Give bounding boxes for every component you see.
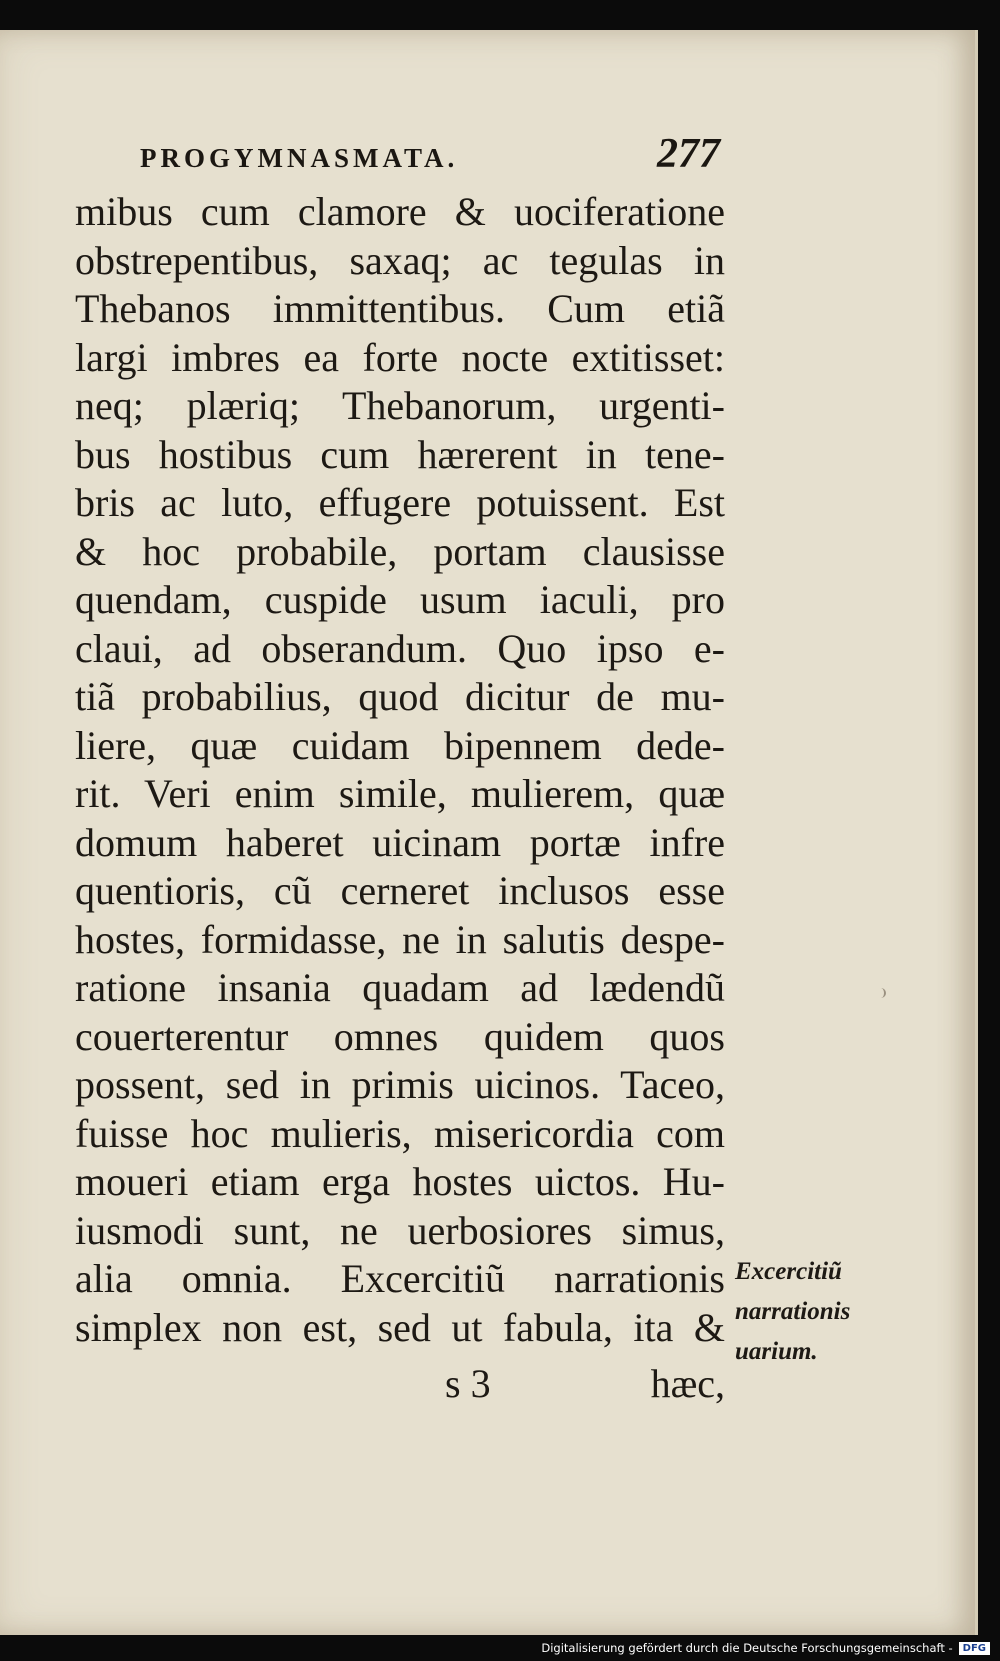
text-line: bus hostibus cum hærerent in tene- <box>75 431 725 477</box>
text-line: iusmodi sunt, ne uerbosiores simus, <box>75 1207 725 1253</box>
marginal-note-line: uarium. <box>735 1338 818 1365</box>
text-line: fuisse hoc mulieris, misericordia com <box>75 1110 725 1156</box>
page-header <box>140 130 720 177</box>
text-line: moueri etiam erga hostes uictos. Hu- <box>75 1159 725 1204</box>
text-line: liere, quæ cuidam bipennem dede- <box>75 722 725 768</box>
signature-mark: s 3 <box>445 1361 491 1406</box>
catchword: hæc, <box>650 1361 725 1406</box>
text-line: ratione insania quadam ad lædendũ <box>75 965 725 1010</box>
text-line: claui, ad obserandum. Quo ipso e- <box>75 625 725 671</box>
dfg-logo-icon: DFG <box>959 1642 990 1655</box>
book-page <box>0 30 978 1635</box>
running-title: PROGYMNASMATA. <box>140 143 459 173</box>
main-text-block <box>75 188 725 1352</box>
text-line: bris ac luto, effugere potuissent. Est <box>75 480 725 525</box>
page-number: 277 <box>657 131 720 177</box>
marginal-note <box>735 1252 905 1372</box>
credit-bar <box>0 1635 1000 1661</box>
text-line: neq; plæriq; Thebanorum, urgenti- <box>75 383 725 428</box>
text-line: mibus cum clamore & uociferatione <box>75 189 725 234</box>
text-line: tiã probabilius, quod dicitur de mu- <box>75 674 725 719</box>
text-line: quendam, cuspide usum iaculi, pro <box>75 577 725 622</box>
text-line: alia omnia. Excercitiũ narrationis <box>75 1256 725 1301</box>
text-line: largi imbres ea forte nocte extitisset: <box>75 334 725 380</box>
text-line: rit. Veri enim simile, mulierem, quæ <box>75 771 725 816</box>
text-line: hostes, formidasse, ne in salutis despe- <box>75 916 725 962</box>
text-line: & hoc probabile, portam clausisse <box>75 528 725 574</box>
text-line: Thebanos immittentibus. Cum etiã <box>75 286 725 331</box>
text-line: possent, sed in primis uicinos. Taceo, <box>75 1062 725 1107</box>
text-line: couerterentur omnes quidem quos <box>75 1013 725 1059</box>
text-line: domum haberet uicinam portæ infre <box>75 819 725 865</box>
marginal-note-line: Excercitiũ <box>735 1258 842 1285</box>
credit-text: Digitalisierung gefördert durch die Deutsche Forschungsgemeinschaft - <box>541 1641 953 1655</box>
paper-mark <box>880 988 886 998</box>
text-line: simplex non est, sed ut fabula, ita & <box>75 1304 725 1350</box>
marginal-note-line: narrationis <box>735 1298 851 1325</box>
text-line: obstrepentibus, saxaq; ac tegulas in <box>75 237 725 283</box>
text-line: quentioris, cũ cerneret inclusos esse <box>75 868 725 913</box>
